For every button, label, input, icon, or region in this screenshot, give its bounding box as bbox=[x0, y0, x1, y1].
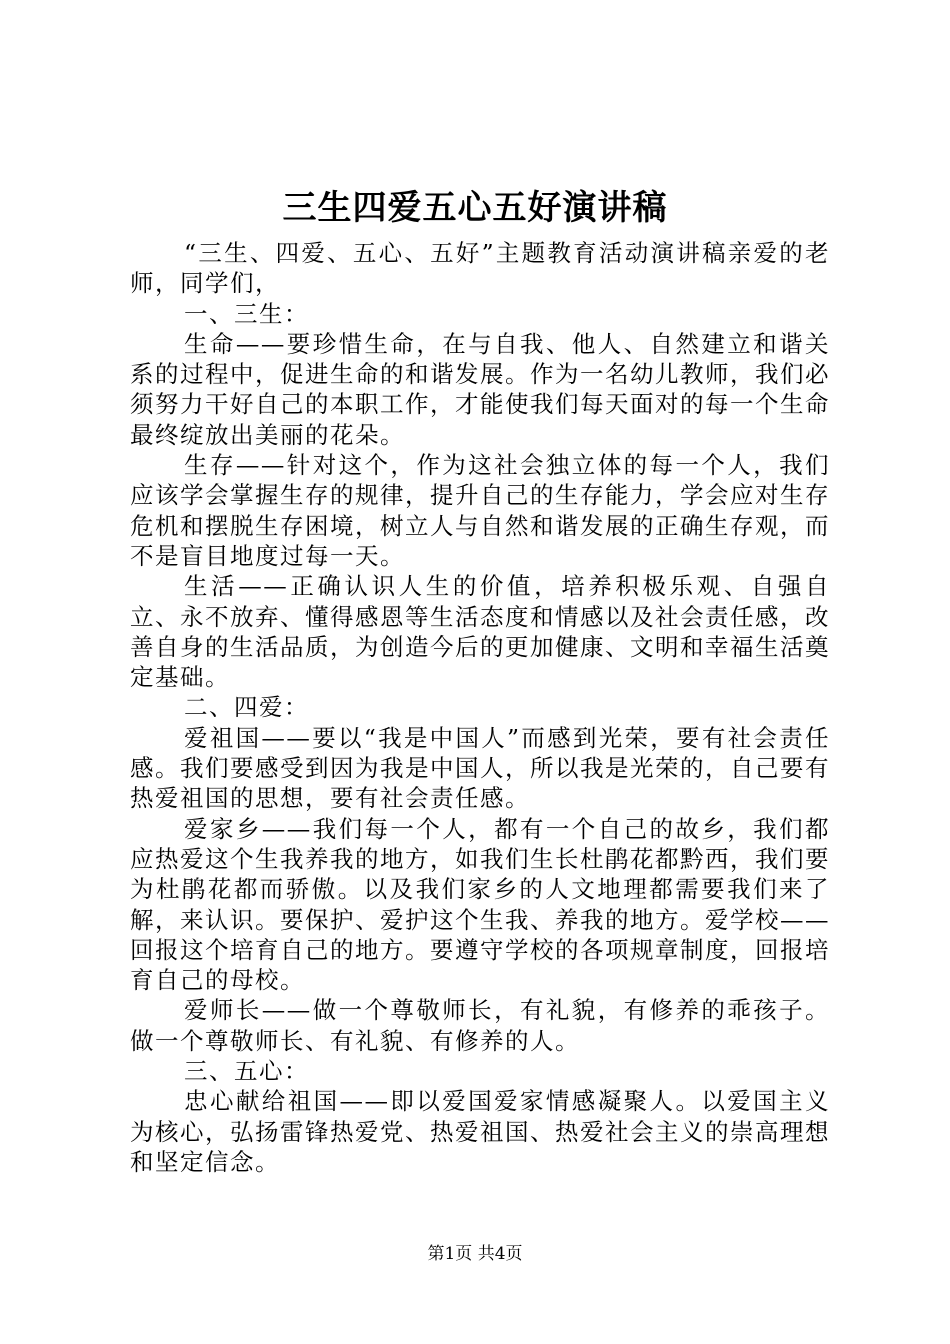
paragraph-aizuguo: 爱祖国——要以“我是中国人”而感到光荣，要有社会责任感。我们要感受到因为我是中国人，所以我是光荣的，自己要有热爱祖国的思想，要有社会责任感。 bbox=[130, 723, 830, 813]
paragraph-zhongxin: 忠心献给祖国——即以爱国爱家情感凝聚人。以爱国主义为核心，弘扬雷锋热爱党、热爱祖国、热爱社会主义的崇高理想和坚定信念。 bbox=[130, 1087, 830, 1176]
section-heading-sansheng: 一、三生： bbox=[184, 299, 310, 328]
paragraph-aijiaxiang: 爱家乡——我们每一个人，都有一个自己的故乡，我们都应热爱这个生我养我的地方，如我们生长杜鹃花都黔西，我们要为杜鹃花都而骄傲。以及我们家乡的人文地理都需要我们来了解，来认识。要保护、爱护这个生我、养我的地方。爱学校——回报这个培育自己的地方。要遵守学校的各项规章制度，回报培育自己的母校。 bbox=[130, 814, 830, 995]
paragraph-intro: “三生、四爱、五心、五好”主题教育活动演讲稿亲爱的老师，同学们， bbox=[130, 239, 830, 298]
document-title: 三生四爱五心五好演讲稿 bbox=[282, 188, 668, 228]
page-footer: 第1页 共4页 bbox=[427, 1244, 523, 1264]
document-body bbox=[130, 238, 830, 1177]
section-heading-wuxin: 三、五心： bbox=[184, 1057, 310, 1086]
paragraph-aishizhang: 爱师长——做一个尊敬师长，有礼貌，有修养的乖孩子。做一个尊敬师长、有礼貌、有修养的人。 bbox=[130, 996, 830, 1055]
paragraph-shenghuo: 生活——正确认识人生的价值，培养积极乐观、自强自立、永不放弃、懂得感恩等生活态度和情感以及社会责任感，改善自身的生活品质，为创造今后的更加健康、文明和幸福生活奠定基础。 bbox=[130, 572, 830, 692]
section-heading-siai: 二、四爱： bbox=[184, 693, 310, 722]
paragraph-shengming: 生命——要珍惜生命，在与自我、他人、自然建立和谐关系的过程中，促进生命的和谐发展。作为一名幼儿教师，我们必须努力干好自己的本职工作，才能使我们每天面对的每一个生命最终绽放出美丽的花朵。 bbox=[130, 329, 830, 449]
paragraph-shengcun: 生存——针对这个，作为这社会独立体的每一个人，我们应该学会掌握生存的规律，提升自己的生存能力，学会应对生存危机和摆脱生存困境，树立人与自然和谐发展的正确生存观，而不是盲目地度过每一天。 bbox=[130, 451, 830, 570]
